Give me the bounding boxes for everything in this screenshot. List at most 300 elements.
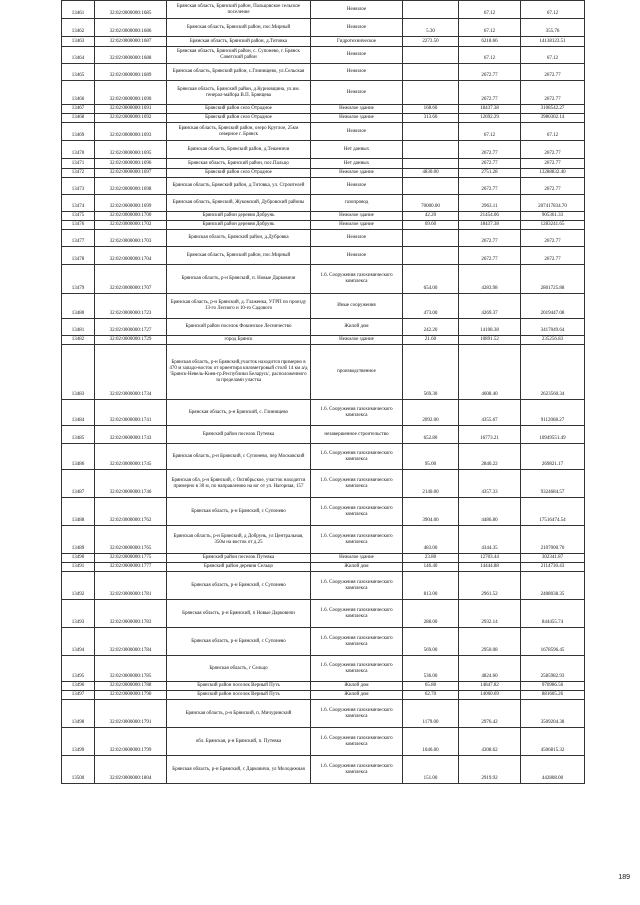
cell-address: Брянский район поселок Путевка [167, 554, 311, 563]
cell-area: 288.00 [403, 600, 459, 628]
table-row [62, 656, 585, 682]
cell-row-number: 13494 [62, 628, 95, 656]
cell-cadastral-number: 32:02:0000000:1697 [95, 169, 167, 178]
cell-cadastral-number: 32:02:0000000:1685 [95, 1, 167, 19]
cell-area: 23.80 [403, 554, 459, 563]
cell-address: Брянская область, Брянский район, д.Курновщина, ул.им. генерал-майора В.П. Брянцева [167, 81, 311, 105]
cell-area: 3904.00 [403, 498, 459, 526]
cell-row-number: 13486 [62, 444, 95, 470]
cell-unit-cost: 12692.29 [459, 114, 521, 123]
cell-cadastral-value: 2585982.93 [521, 656, 585, 682]
cell-cadastral-number: 32:02:0000000:1788 [95, 682, 167, 691]
cell-row-number: 13485 [62, 426, 95, 444]
cell-unit-cost: 4355.67 [459, 400, 521, 426]
cell-unit-cost: 2751.28 [459, 169, 521, 178]
cell-address: Брянская обл, р-н Брянский, с Октябрьское, участок находится примерно в 30 м, по направлению на юг от ул. Нагорная, 157 [167, 470, 311, 498]
cell-cadastral-value: 2672.77 [521, 159, 585, 169]
cell-cadastral-number: 32:02:0000000:1781 [95, 572, 167, 600]
cell-address: Брянский район деревня Сельцо [167, 563, 311, 572]
cell-unit-cost: 14847.82 [459, 682, 521, 691]
cell-cadastral-number: 32:02:0000000:1723 [95, 294, 167, 319]
cell-row-number: 13465 [62, 64, 95, 81]
cell-area: 569.30 [403, 345, 459, 400]
cell-unit-cost: 4357.33 [459, 470, 521, 498]
cell-cadastral-value: 2114730.43 [521, 563, 585, 572]
cell-row-number: 13480 [62, 294, 95, 319]
cell-object-type: Нет данных [311, 159, 403, 169]
cell-unit-cost: 4308.62 [459, 728, 521, 756]
cell-object-type: 1.6. Сооружения газохимического комплекса [311, 572, 403, 600]
table-row [62, 682, 585, 691]
cell-area [403, 178, 459, 195]
cell-unit-cost: 14108.38 [459, 319, 521, 336]
cell-cadastral-value: 4506815.32 [521, 728, 585, 756]
cell-cadastral-number: 32:02:0000000:1688 [95, 47, 167, 64]
cell-object-type: Жилой дом [311, 682, 403, 691]
table-row [62, 400, 585, 426]
cell-object-type: 1.6. Сооружения газохимического комплекса [311, 526, 403, 554]
cell-object-type: газопровод [311, 195, 403, 212]
cell-address: Брянская область, Брянский, Жуковский, Дубровский районы [167, 195, 311, 212]
cell-cadastral-number: 32:02:0000000:1703 [95, 230, 167, 247]
cell-unit-cost: 14444.88 [459, 563, 521, 572]
cell-unit-cost: 21454.06 [459, 212, 521, 221]
cell-address: обл. Брянская, р-н Брянский, п. Путевка [167, 728, 311, 756]
cell-area: 569.00 [403, 628, 459, 656]
cell-cadastral-number: 32:02:0000000:1690 [95, 81, 167, 105]
cell-cadastral-number: 32:02:0000000:1746 [95, 470, 167, 498]
cell-row-number: 13479 [62, 265, 95, 294]
cell-area [403, 47, 459, 64]
cell-cadastral-number: 32:02:0000000:1790 [95, 691, 167, 700]
cell-cadastral-value: 844455.74 [521, 600, 585, 628]
cell-cadastral-number: 32:02:0000000:1695 [95, 141, 167, 159]
cell-object-type: 1.6. Сооружения газохимического комплекса [311, 700, 403, 728]
cell-cadastral-number: 32:02:0000000:1784 [95, 628, 167, 656]
cell-area: 2092.00 [403, 400, 459, 426]
cell-object-type: Нежилое здание [311, 169, 403, 178]
cell-address: Брянский район село Отрадное [167, 169, 311, 178]
cell-cadastral-number: 32:02:0000000:1707 [95, 265, 167, 294]
cell-object-type: 1.6. Сооружения газохимического комплекса [311, 756, 403, 784]
table-row [62, 470, 585, 498]
cell-area: 313.60 [403, 114, 459, 123]
cell-cadastral-value: 2672.77 [521, 64, 585, 81]
cell-cadastral-value: 2019447.08 [521, 294, 585, 319]
table-row [62, 728, 585, 756]
cell-area: 69.60 [403, 221, 459, 230]
cell-cadastral-value: 976986.56 [521, 682, 585, 691]
cell-address: Брянская область, Брянский район, с.Глинищево, ул.Сельская [167, 64, 311, 81]
cell-cadastral-number: 32:02:0000000:1745 [95, 444, 167, 470]
cell-area: 1179.00 [403, 700, 459, 728]
cell-area: 813.00 [403, 572, 459, 600]
cell-cadastral-number: 32:02:0000000:1700 [95, 212, 167, 221]
cell-area: 2273.50 [403, 37, 459, 47]
cell-unit-cost: 67.12 [459, 123, 521, 141]
cell-object-type: 1.6. Сооружения газохимического комплекса [311, 470, 403, 498]
cell-object-type: Нет данных [311, 141, 403, 159]
cell-cadastral-number: 32:02:0000000:1791 [95, 700, 167, 728]
cell-unit-cost: 67.12 [459, 1, 521, 19]
cell-address: Брянский район село Отрадное [167, 105, 311, 114]
cell-unit-cost: 18437.38 [459, 105, 521, 114]
cell-row-number: 13464 [62, 47, 95, 64]
cell-unit-cost: 4824.60 [459, 656, 521, 682]
cell-address: Брянская область, р-н Брянский, с Супонево, пер Московский [167, 444, 311, 470]
cell-row-number: 13469 [62, 123, 95, 141]
cell-unit-cost: 2919.92 [459, 756, 521, 784]
cell-row-number: 13470 [62, 141, 95, 159]
cell-cadastral-number: 32:02:0000000:1762 [95, 498, 167, 526]
cell-object-type: Нежилое [311, 64, 403, 81]
cell-unit-cost: 2672.77 [459, 230, 521, 247]
table-row [62, 700, 585, 728]
cell-cadastral-value: 269821.17 [521, 444, 585, 470]
cell-object-type: 1.6. Сооружения газохимического комплекса [311, 444, 403, 470]
cell-cadastral-number: 32:02:0000000:1804 [95, 756, 167, 784]
cell-address: Брянский район село Отрадное [167, 114, 311, 123]
table-row [62, 230, 585, 247]
cell-area: 654.00 [403, 265, 459, 294]
cell-cadastral-value: 67.12 [521, 47, 585, 64]
registry-sheet [61, 0, 584, 784]
table-row [62, 247, 585, 265]
cell-object-type: Нежилое здание [311, 554, 403, 563]
cell-address: Брянская область, Брянский район, Пальцовское сельское поселение [167, 1, 311, 19]
cell-address: Брянская область, Брянский район, озеро Круглое, 25км северное г. Брянск [167, 123, 311, 141]
cell-cadastral-value: 17516474.54 [521, 498, 585, 526]
cell-address: Брянская область, Брянский район, д.Титовка, ул. Строителей [167, 178, 311, 195]
cell-cadastral-value: 2672.77 [521, 247, 585, 265]
cell-unit-cost: 2932.14 [459, 600, 521, 628]
cell-object-type: Нежилое [311, 247, 403, 265]
cell-unit-cost: 67.12 [459, 47, 521, 64]
cell-cadastral-number: 32:02:0000000:1777 [95, 563, 167, 572]
cell-area: 2140.00 [403, 470, 459, 498]
cell-address: Брянский район деревня Добрунь [167, 221, 311, 230]
cell-unit-cost: 2672.77 [459, 159, 521, 169]
cell-cadastral-number: 32:02:0000000:1734 [95, 345, 167, 400]
cell-row-number: 13495 [62, 656, 95, 682]
cell-cadastral-value: 3108542.27 [521, 105, 585, 114]
table-row [62, 498, 585, 526]
cell-object-type: Нежилое [311, 1, 403, 19]
cell-area: 65.80 [403, 682, 459, 691]
cell-address: Брянская область, р-н Брянский, с Дарковичи, ул Молодежная [167, 756, 311, 784]
cell-row-number: 13478 [62, 247, 95, 265]
cell-cadastral-number: 32:02:0000000:1693 [95, 123, 167, 141]
table-row [62, 319, 585, 336]
cell-row-number: 13484 [62, 400, 95, 426]
cell-unit-cost: 67.12 [459, 19, 521, 37]
table-row [62, 526, 585, 554]
cell-area: 21.60 [403, 336, 459, 345]
cell-object-type: Жилой дом [311, 563, 403, 572]
cell-row-number: 13461 [62, 1, 95, 19]
table-row [62, 572, 585, 600]
cell-unit-cost: 2672.77 [459, 64, 521, 81]
cell-row-number: 13482 [62, 336, 95, 345]
cell-unit-cost: 2672.77 [459, 141, 521, 159]
cell-area: 536.00 [403, 656, 459, 682]
cell-row-number: 13500 [62, 756, 95, 784]
cell-unit-cost: 16773.21 [459, 426, 521, 444]
table-row [62, 294, 585, 319]
cell-object-type: 1.6. Сооружения газохимического комплекса [311, 628, 403, 656]
cell-object-type: Нежилое здание [311, 212, 403, 221]
cell-unit-cost: 12703.44 [459, 554, 521, 563]
cell-area: 42.20 [403, 212, 459, 221]
cell-object-type: 1.6. Сооружения газохимического комплекса [311, 656, 403, 682]
cell-cadastral-value: 1283241.65 [521, 221, 585, 230]
cell-area: 70000.00 [403, 195, 459, 212]
cell-cadastral-value: 3509204.38 [521, 700, 585, 728]
cell-area: 95.00 [403, 444, 459, 470]
cell-address: Брянская область, р-н Брянский, д. Глаженка, УГРП по проезду 13-го Лесного и 10-го Садового [167, 294, 311, 319]
cell-unit-cost: 14060.69 [459, 691, 521, 700]
cell-address: Брянская область, р-н Брянский, с Супонево [167, 498, 311, 526]
cell-area: 4830.00 [403, 169, 459, 178]
cell-cadastral-number: 32:02:0000000:1689 [95, 64, 167, 81]
cell-cadastral-number: 32:02:0000000:1743 [95, 426, 167, 444]
table-row [62, 691, 585, 700]
cell-unit-cost: 4486.80 [459, 498, 521, 526]
cell-object-type: незавершенное строительство [311, 426, 403, 444]
cell-cadastral-value: 2672.77 [521, 230, 585, 247]
cell-cadastral-number: 32:02:0000000:1687 [95, 37, 167, 47]
cell-area [403, 1, 459, 19]
table-row [62, 37, 585, 47]
cell-cadastral-value: 3980302.14 [521, 114, 585, 123]
cell-object-type: Нежилое [311, 230, 403, 247]
cell-area: 151.00 [403, 756, 459, 784]
table-row [62, 756, 585, 784]
cell-area [403, 64, 459, 81]
cell-cadastral-value: 2801725.88 [521, 265, 585, 294]
cell-object-type: Нежилое здание [311, 221, 403, 230]
cell-address: Брянская область, р-н Брянский, с. Глинищево [167, 400, 311, 426]
cell-cadastral-value: 2408038.35 [521, 572, 585, 600]
table-row [62, 212, 585, 221]
table-row [62, 105, 585, 114]
cell-cadastral-value: 1678596.45 [521, 628, 585, 656]
cell-unit-cost: 4344.35 [459, 526, 521, 554]
cell-cadastral-value: 10949551.49 [521, 426, 585, 444]
cell-row-number: 13473 [62, 178, 95, 195]
table-row [62, 265, 585, 294]
cell-row-number: 13471 [62, 159, 95, 169]
cell-object-type: Нежилое [311, 81, 403, 105]
cell-row-number: 13467 [62, 105, 95, 114]
cell-row-number: 13483 [62, 345, 95, 400]
cell-area: 473.00 [403, 294, 459, 319]
cell-row-number: 13472 [62, 169, 95, 178]
cell-cadastral-value: 2672.77 [521, 178, 585, 195]
cell-cadastral-value: 905361.33 [521, 212, 585, 221]
cell-unit-cost: 18437.38 [459, 221, 521, 230]
table-row [62, 114, 585, 123]
cell-cadastral-number: 32:02:0000000:1686 [95, 19, 167, 37]
cell-cadastral-number: 32:02:0000000:1775 [95, 554, 167, 563]
cell-cadastral-value: 9112068.27 [521, 400, 585, 426]
cell-object-type: 1.6. Сооружения газохимического комплекса [311, 498, 403, 526]
cell-area [403, 123, 459, 141]
table-row [62, 628, 585, 656]
cell-area: 146.40 [403, 563, 459, 572]
table-row [62, 600, 585, 628]
cell-unit-cost: 2672.77 [459, 81, 521, 105]
cell-unit-cost: 2672.77 [459, 247, 521, 265]
cell-unit-cost: 6218.66 [459, 37, 521, 47]
cell-address: Брянская область, Брянский район, д.Тешеничи [167, 141, 311, 159]
cell-address: Брянский район деревня Добрунь [167, 212, 311, 221]
table-row [62, 123, 585, 141]
cell-cadastral-number: 32:02:0000000:1692 [95, 114, 167, 123]
cell-object-type: Нежилое здание [311, 105, 403, 114]
cell-area [403, 247, 459, 265]
cell-address: Брянская область, Брянский район, пос.Пальцо [167, 159, 311, 169]
cell-address: Брянский район поселок Фокинское Лесничество [167, 319, 311, 336]
cell-object-type: Жилой дом [311, 691, 403, 700]
cell-row-number: 13489 [62, 526, 95, 554]
cell-address: Брянская область, р-н Брянский,участок находится примерно в 470 м западо-восток от ориентира километровый столб 14 км а/д 'Брянск-Невель-Киев-гр.Республики Беларусь', расположенного за пределами участка [167, 345, 311, 400]
cell-cadastral-value: 13288832.40 [521, 169, 585, 178]
cell-unit-cost: 2950.08 [459, 628, 521, 656]
cell-address: Брянская область, р-н Брянский, с Супонево [167, 572, 311, 600]
table-row [62, 345, 585, 400]
cell-row-number: 13463 [62, 37, 95, 47]
cell-unit-cost: 2840.22 [459, 444, 521, 470]
cell-cadastral-number: 32:02:0000000:1799 [95, 728, 167, 756]
cell-address: Брянская область, Брянский район, д.Дубровка [167, 230, 311, 247]
cell-area: 483.00 [403, 526, 459, 554]
cell-row-number: 13492 [62, 572, 95, 600]
cell-row-number: 13496 [62, 682, 95, 691]
cell-address: Брянский район поселок Верный Путь [167, 682, 311, 691]
cell-address: Брянский район поселок Путевка [167, 426, 311, 444]
table-row [62, 47, 585, 64]
cell-row-number: 13488 [62, 498, 95, 526]
cell-cadastral-value: 2672.77 [521, 81, 585, 105]
cell-unit-cost: 4608.40 [459, 345, 521, 400]
cell-address: Брянская область, р-н Брянский, п. Новые Дарковичи [167, 265, 311, 294]
cell-unit-cost: 4269.37 [459, 294, 521, 319]
cell-area: 242.20 [403, 319, 459, 336]
cell-cadastral-number: 32:02:0000000:1699 [95, 195, 167, 212]
cell-object-type: Нежилое [311, 47, 403, 64]
cell-area [403, 159, 459, 169]
cell-cadastral-number: 32:02:0000000:1698 [95, 178, 167, 195]
cell-area: 168.60 [403, 105, 459, 114]
cell-cadastral-value: 302341.87 [521, 554, 585, 563]
cell-cadastral-number: 32:02:0000000:1727 [95, 319, 167, 336]
cell-cadastral-number: 32:02:0000000:1765 [95, 526, 167, 554]
table-row [62, 141, 585, 159]
cell-cadastral-number: 32:02:0000000:1702 [95, 221, 167, 230]
cell-address: Брянская область, р-н Брянский, с Супонево [167, 628, 311, 656]
cell-object-type: Нежилое здание [311, 336, 403, 345]
cell-row-number: 13491 [62, 563, 95, 572]
cell-area [403, 81, 459, 105]
cell-address: Брянская область, г Сельцо [167, 656, 311, 682]
table-row [62, 195, 585, 212]
table-row [62, 426, 585, 444]
cell-cadastral-value: 881605.26 [521, 691, 585, 700]
cell-row-number: 13466 [62, 81, 95, 105]
cell-address: Брянская область, р-н Брянский, п. Мичуринский [167, 700, 311, 728]
cell-address: Брянская область, Брянский район, пос.Мирный [167, 247, 311, 265]
cell-row-number: 13476 [62, 221, 95, 230]
cell-cadastral-value: 2672.77 [521, 141, 585, 159]
cell-cadastral-number: 32:02:0000000:1729 [95, 336, 167, 345]
cell-object-type: Гидротехническое [311, 37, 403, 47]
cell-cadastral-number: 32:02:0000000:1783 [95, 600, 167, 628]
cell-area: 1046.00 [403, 728, 459, 756]
table-row [62, 81, 585, 105]
cell-row-number: 13497 [62, 691, 95, 700]
cell-object-type: 1.6. Сооружения газохимического комплекса [311, 265, 403, 294]
cell-object-type: 1.6. Сооружения газохимического комплекса [311, 600, 403, 628]
cell-row-number: 13498 [62, 700, 95, 728]
cell-row-number: 13493 [62, 600, 95, 628]
cell-cadastral-value: 9324684.57 [521, 470, 585, 498]
cell-area: 5.30 [403, 19, 459, 37]
cell-cadastral-value: 207417834.70 [521, 195, 585, 212]
page-number: 189 [618, 874, 630, 881]
cell-cadastral-value: 67.12 [521, 123, 585, 141]
cell-unit-cost: 2672.77 [459, 178, 521, 195]
cell-cadastral-number: 32:02:0000000:1785 [95, 656, 167, 682]
cell-unit-cost: 2963.11 [459, 195, 521, 212]
cell-unit-cost: 2961.52 [459, 572, 521, 600]
cell-row-number: 13499 [62, 728, 95, 756]
cell-object-type: 1.6. Сооружения газохимического комплекса [311, 728, 403, 756]
cell-address: город Брянск [167, 336, 311, 345]
cell-cadastral-value: 67.12 [521, 1, 585, 19]
cell-cadastral-number: 32:02:0000000:1741 [95, 400, 167, 426]
cell-unit-cost: 4283.98 [459, 265, 521, 294]
cell-row-number: 13462 [62, 19, 95, 37]
table-row [62, 169, 585, 178]
table-row [62, 554, 585, 563]
table-row [62, 178, 585, 195]
cell-row-number: 13475 [62, 212, 95, 221]
cell-cadastral-value: 3417049.64 [521, 319, 585, 336]
cell-cadastral-value: 2623560.34 [521, 345, 585, 400]
cell-address: Брянская область, р-н Брянский, д Добрунь, ул Центральная, 350м на восток от д.25 [167, 526, 311, 554]
cell-cadastral-number: 32:02:0000000:1696 [95, 159, 167, 169]
table-row [62, 19, 585, 37]
cell-address: Брянский район поселок Верный Путь [167, 691, 311, 700]
cell-object-type: Нежилое [311, 178, 403, 195]
cell-object-type: Иные сооружения [311, 294, 403, 319]
cell-area: 652.80 [403, 426, 459, 444]
cell-area: 62.70 [403, 691, 459, 700]
cell-row-number: 13490 [62, 554, 95, 563]
table-row [62, 336, 585, 345]
cell-address: Брянская область, Брянский район, с. Супонево, г. Брянск Советский район [167, 47, 311, 64]
property-registry-table [61, 0, 585, 784]
cell-cadastral-value: 235256.83 [521, 336, 585, 345]
table-row [62, 563, 585, 572]
cell-row-number: 13481 [62, 319, 95, 336]
cell-object-type: Нежилое здание [311, 114, 403, 123]
cell-cadastral-number: 32:02:0000000:1704 [95, 247, 167, 265]
cell-cadastral-value: 2107000.70 [521, 526, 585, 554]
table-row [62, 64, 585, 81]
cell-address: Брянская область, Брянский район, пос.Мирный [167, 19, 311, 37]
